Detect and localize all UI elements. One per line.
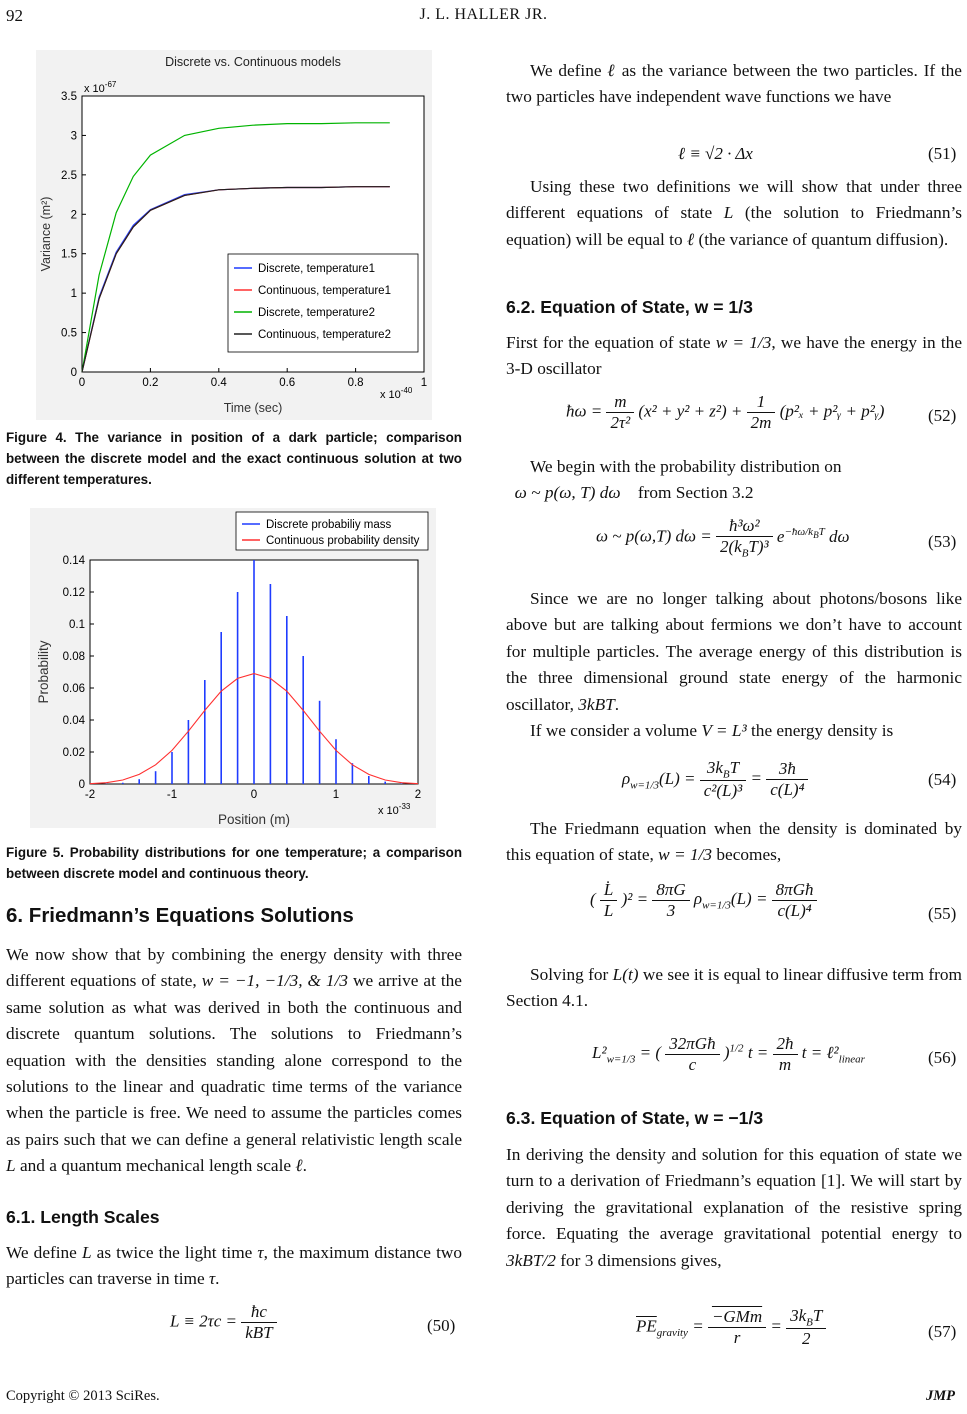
text: We now show that by combining the energy density with three different equations of state, bbox=[6, 945, 462, 991]
equation-51-number: (51) bbox=[928, 144, 957, 163]
chart-title: Discrete vs. Continuous models bbox=[165, 55, 341, 69]
text: as twice the light time bbox=[96, 1243, 253, 1262]
inline-math: ω ~ p(ω, T) dω bbox=[514, 483, 621, 503]
y-tick-label: 2.5 bbox=[61, 169, 77, 182]
inline-math: 3kBT bbox=[578, 694, 615, 714]
x-tick-label: 1 bbox=[332, 789, 340, 801]
y-tick-label: 0.02 bbox=[62, 747, 85, 759]
right-paragraph-1 bbox=[506, 58, 962, 111]
eq-lhs: L ≡ 2τc = bbox=[170, 1311, 237, 1331]
text: (the solution to Friedmann’s equation) will be equal to bbox=[506, 203, 962, 249]
figure-4-chart bbox=[36, 50, 432, 420]
right-paragraph-8 bbox=[506, 962, 962, 1015]
inline-math: ℓ bbox=[686, 229, 695, 249]
text: The Friedmann equation when the density is dominated by this equation of state, bbox=[506, 819, 962, 865]
y-tick-label: 0.06 bbox=[62, 683, 85, 695]
right-paragraph-2 bbox=[506, 174, 962, 253]
equation-57-number: (57) bbox=[928, 1322, 957, 1341]
x-tick-label: 0.6 bbox=[279, 377, 296, 389]
equation-51: ℓ ≡ √2 · Δx bbox=[678, 144, 753, 163]
equation-52: ħω = $\frac{m}{\text{2τ²}}$ (x² + y² + z²) + $\frac{1}{2m}$ (p²ₓ + p²ᵧ + p²ᵧ) bbox=[566, 392, 885, 432]
y-tick-label: 0 bbox=[70, 367, 77, 379]
x-exponent: x $10^{-33}$ bbox=[378, 802, 411, 817]
section-6-paragraph bbox=[6, 942, 462, 1180]
text: First for the equation of state bbox=[506, 333, 711, 352]
x-tick-label: 0 bbox=[250, 789, 258, 801]
footer-journal: JMP bbox=[926, 1388, 955, 1404]
text: (the variance of quantum diffusion). bbox=[698, 229, 949, 249]
text: Since we are no longer talking about photons/bosons like above but are talking about fermions we don’t have to account for multiple particles. The average energy of this distribution is the three dimensional ground state energy of the harmonic oscillator, bbox=[506, 589, 962, 714]
y-tick-label: 0 bbox=[78, 779, 85, 791]
figure-5-chart bbox=[30, 508, 436, 828]
inline-math: 3kBT/2 bbox=[506, 1250, 556, 1270]
equation-56: $L^2_{w=1/3}$ = ( $\frac{\text{32πGħ}}{c}$ )$^{1/2}$ t = $\frac{2ħ}{m}$ $t = \ell^2_{linear}$ bbox=[592, 1034, 865, 1074]
text: We begin with the probability distribution on bbox=[530, 457, 842, 476]
equation-54-number: (54) bbox=[928, 770, 957, 789]
y-exponent: x $10^{-67}$ bbox=[84, 80, 117, 95]
section-6-3-heading: 6.3. Equation of State, w = −1/3 bbox=[506, 1108, 764, 1128]
y-tick-label: 0.04 bbox=[62, 715, 85, 727]
section-6-heading: 6. Friedmann’s Equations Solutions bbox=[6, 904, 354, 927]
inline-math: L bbox=[6, 1156, 16, 1176]
x-tick-label: -1 bbox=[166, 789, 178, 801]
legend-label: Discrete, temperature1 bbox=[258, 263, 375, 275]
right-paragraph-3 bbox=[506, 330, 962, 383]
text: as the variance between the two particles. If the two particles have independent wave functions we have bbox=[506, 61, 962, 107]
text: becomes, bbox=[716, 845, 782, 865]
figure-4-svg bbox=[36, 50, 432, 420]
right-paragraph-9 bbox=[506, 1142, 962, 1274]
text: the energy density is bbox=[751, 721, 894, 741]
section-6-1-paragraph bbox=[6, 1240, 462, 1293]
text: If we consider a volume bbox=[530, 721, 697, 741]
x-tick-label: 0 bbox=[78, 377, 86, 389]
y-tick-label: 3.5 bbox=[61, 91, 77, 103]
x-tick-label: 1 bbox=[420, 377, 428, 389]
text: In deriving the density and solution for this equation of state we turn to a derivation of Friedmann’s equation [1]. We will start by deriving the gravitational explanation of the resistive spring force. Equating the average gravitational potential energy to bbox=[506, 1145, 962, 1244]
legend-label: Discrete, temperature2 bbox=[258, 307, 375, 319]
y-tick-label: 1.5 bbox=[61, 248, 77, 261]
y-tick-label: 2 bbox=[70, 209, 77, 222]
inline-math: w = −1, −1/3, & 1/3 bbox=[201, 971, 349, 991]
equation-57: $\overline{PE}_{gravity}$ = $\frac{\text{−GMm}}{r}$ = $\frac{3k_BT}{2}$ bbox=[636, 1306, 826, 1349]
section-6-2-heading: 6.2. Equation of State, w = 1/3 bbox=[506, 297, 753, 317]
right-paragraph-7 bbox=[506, 816, 962, 869]
text: . bbox=[302, 1156, 307, 1176]
y-tick-label: 3 bbox=[70, 130, 77, 143]
text: we see it is equal to linear diffusive term from Section 4.1. bbox=[506, 965, 962, 1011]
equation-52-number: (52) bbox=[928, 406, 957, 425]
page-number: 92 bbox=[6, 6, 23, 25]
equation-55-number: (55) bbox=[928, 904, 957, 923]
equation-53: ω ~ p(ω,T) dω = $\frac{\text{ħ³ω²}}{2(k_BT)^3}$ $e^{-ħ\omega/k_BT}$ dω bbox=[596, 516, 850, 560]
x-exponent: x $10^{-40}$ bbox=[380, 386, 413, 401]
text: Solving for bbox=[530, 965, 609, 984]
y-tick-label: 0.08 bbox=[62, 651, 85, 663]
right-paragraph-4 bbox=[506, 454, 962, 507]
inline-math: L(t) bbox=[612, 965, 639, 984]
equation-53-number: (53) bbox=[928, 532, 957, 551]
equation-50-number: (50) bbox=[427, 1316, 456, 1335]
x-tick-label: 2 bbox=[414, 789, 422, 801]
y-tick-label: 0.5 bbox=[61, 327, 77, 340]
text: Using these two definitions we will show that under three different equations of state bbox=[506, 177, 962, 223]
inline-math: τ bbox=[208, 1269, 216, 1289]
y-tick-label: 1 bbox=[70, 288, 77, 301]
text: and a quantum mechanical length scale bbox=[19, 1156, 292, 1176]
inline-math: w = 1/3 bbox=[715, 333, 772, 352]
y-axis-label: Variance (m²) bbox=[39, 196, 53, 272]
text: , the maximum distance two particles can traverse in time bbox=[6, 1243, 462, 1289]
inline-math: L bbox=[81, 1243, 92, 1262]
equation-50 bbox=[170, 1302, 277, 1343]
x-tick-label: 0.2 bbox=[142, 377, 159, 389]
text: . bbox=[614, 694, 620, 714]
running-title: J. L. HALLER JR. bbox=[419, 6, 548, 23]
equation-55: ( $\frac{L̇}{L}$ )² = $\frac{8\pi G}{3}$ $\rho_{w=1/3}(L)$ = $\frac{\text{8πGħ}}{\text{c(L)⁴}}$ bbox=[590, 880, 817, 921]
legend-label: Continuous, temperature1 bbox=[258, 285, 391, 297]
text: for 3 dimensions gives, bbox=[560, 1250, 722, 1270]
y-tick-label: 0.1 bbox=[69, 619, 85, 631]
inline-math: ℓ bbox=[295, 1156, 303, 1176]
inline-math: τ bbox=[257, 1243, 264, 1262]
y-tick-label: 0.14 bbox=[62, 555, 85, 567]
figure-5-svg bbox=[30, 508, 436, 828]
inline-math: ℓ bbox=[607, 61, 616, 80]
x-axis-label: Time (sec) bbox=[223, 401, 283, 415]
x-tick-label: 0.4 bbox=[210, 377, 227, 389]
equation-56-number: (56) bbox=[928, 1048, 957, 1067]
legend-label: Continuous, temperature2 bbox=[258, 329, 391, 341]
text: We define bbox=[6, 1243, 77, 1262]
footer-copyright: Copyright © 2013 SciRes. bbox=[6, 1388, 160, 1404]
y-tick-label: 0.12 bbox=[62, 587, 85, 599]
text: . bbox=[215, 1269, 220, 1289]
figure-4-caption: Figure 4. The variance in position of a dark particle; comparison between the discrete model and the exact continuous solution at two different temperatures. bbox=[6, 430, 462, 487]
eq-denominator: kBT bbox=[245, 1323, 273, 1342]
inline-math: V = L³ bbox=[701, 721, 747, 741]
text: We define bbox=[530, 61, 602, 80]
x-tick-label: 0.8 bbox=[347, 377, 364, 389]
x-axis-label: Position (m) bbox=[217, 812, 291, 827]
legend-label: Discrete probabiliy mass bbox=[266, 519, 392, 531]
text: we arrive at the same solution as what was derived in both the continuous and discrete quantum solutions. The solutions to Friedmann’s equation with the densities standing alone correspond to the solutions to the linear and quadratic time terms of the variance when the particle is free. We need to assume the particles comes as pairs such that we can define a general relativistic length scale bbox=[6, 971, 462, 1149]
equation-54: $\rho_{w=1/3}(L)$ = $\frac{3k_BT}{\text{c²(L)³}}$ = $\frac{3ħ}{\text{c(L)⁴}}$ bbox=[622, 758, 808, 801]
section-6-1-heading: 6.1. Length Scales bbox=[6, 1207, 160, 1227]
figure-5-caption: Figure 5. Probability distributions for one temperature; a comparison between discrete model and continuous theory. bbox=[6, 845, 462, 881]
legend-label: Continuous probability density bbox=[266, 535, 420, 547]
x-tick-label: -2 bbox=[84, 789, 96, 801]
text: , we have the energy in the 3-D oscillator bbox=[506, 333, 962, 379]
eq-numerator: ħc bbox=[241, 1302, 276, 1323]
y-axis-label: Probability bbox=[36, 640, 51, 704]
text: from Section 3.2 bbox=[637, 483, 754, 503]
inline-math: L bbox=[723, 203, 734, 223]
right-paragraph-5 bbox=[506, 586, 962, 744]
inline-math: w = 1/3 bbox=[658, 845, 713, 865]
